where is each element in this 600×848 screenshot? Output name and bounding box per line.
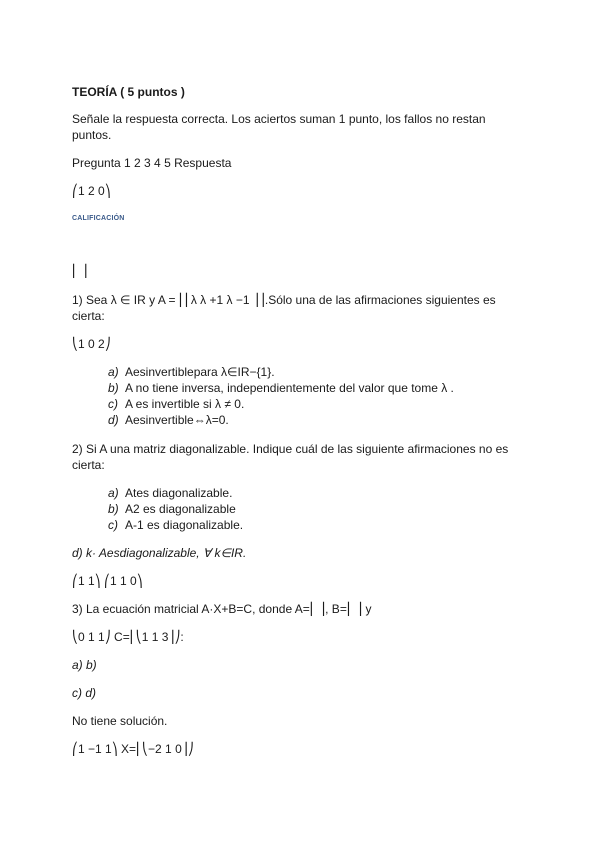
matrix-fragment: ⎛1 2 0⎞ [72,184,111,198]
q1-option-c [108,397,244,412]
option-label: c) [108,397,118,411]
q1-stem-line-2: cierta: [72,309,105,323]
option-label: b) [108,381,119,395]
q1-option-d [108,413,229,428]
q2-stem-line-1: 2) Si A una matriz diagonalizable. Indique cuál de las siguiente afirmaciones no es [72,442,509,456]
q3-answers-ab: a) b) [72,658,97,672]
q3-matrix-line: ⎛1 1⎞ ⎛1 1 0⎞ [72,574,143,588]
q1-stem-line-1: 1) Sea λ ∈ IR y A = ⎜⎜λ λ +1 λ −1 ⎟⎟.Sólo una de las afirmaciones siguientes es [72,293,496,307]
option-label: b) [108,502,119,516]
q3-stem: 3) La ecuación matricial A·X+B=C, donde A=⎜ ⎟, B=⎜ ⎟ y [72,602,372,616]
section-title: TEORÍA ( 5 puntos ) [72,85,185,99]
option-text: A2 es diagonalizable [125,502,236,516]
instructions-line-2: puntos. [72,128,112,142]
q3-matrix-line-2: ⎝0 1 1⎠ C=⎜⎝1 1 3⎟⎠: [72,630,184,644]
q3-no-solution: No tiene solución. [72,714,168,728]
q3-answers-cd: c) d) [72,686,96,700]
option-label: d) [108,413,119,427]
grading-label: CALIFICACIÓN [72,215,125,222]
q2-option-a [108,486,232,501]
q1-option-a [108,365,275,380]
option-text: Ates diagonalizable. [125,486,233,500]
option-text: A-1 es diagonalizable. [125,518,244,532]
option-text: A no tiene inversa, independientemente del valor que tome λ . [125,381,454,395]
option-text: Aesinvertiblepara λ∈IR−{1}. [125,365,275,379]
q1-option-b [108,381,454,396]
option-label: a) [108,365,119,379]
option-label: c) [108,518,118,532]
option-text: Aesinvertible⇔λ=0. [125,413,229,427]
q1-matrix-row: ⎝1 0 2⎠ [72,337,111,351]
matrix-fragment: ⎜ ⎟ [72,264,88,278]
q2-option-c [108,518,243,533]
option-text: A es invertible si λ ≠ 0. [125,397,245,411]
option-label: a) [108,486,119,500]
q2-option-b [108,502,236,517]
answer-table-header: Pregunta 1 2 3 4 5 Respuesta [72,156,232,170]
instructions-line-1: Señale la respuesta correcta. Los aciertos suman 1 punto, los fallos no restan [72,112,486,126]
q2-option-d: d) k· Aesdiagonalizable, ∀ k∈IR. [72,546,247,560]
q2-stem-line-2: cierta: [72,458,105,472]
q3-matrix-line-3: ⎛1 −1 1⎞ X=⎜⎝−2 1 0⎟⎠ [72,742,194,756]
